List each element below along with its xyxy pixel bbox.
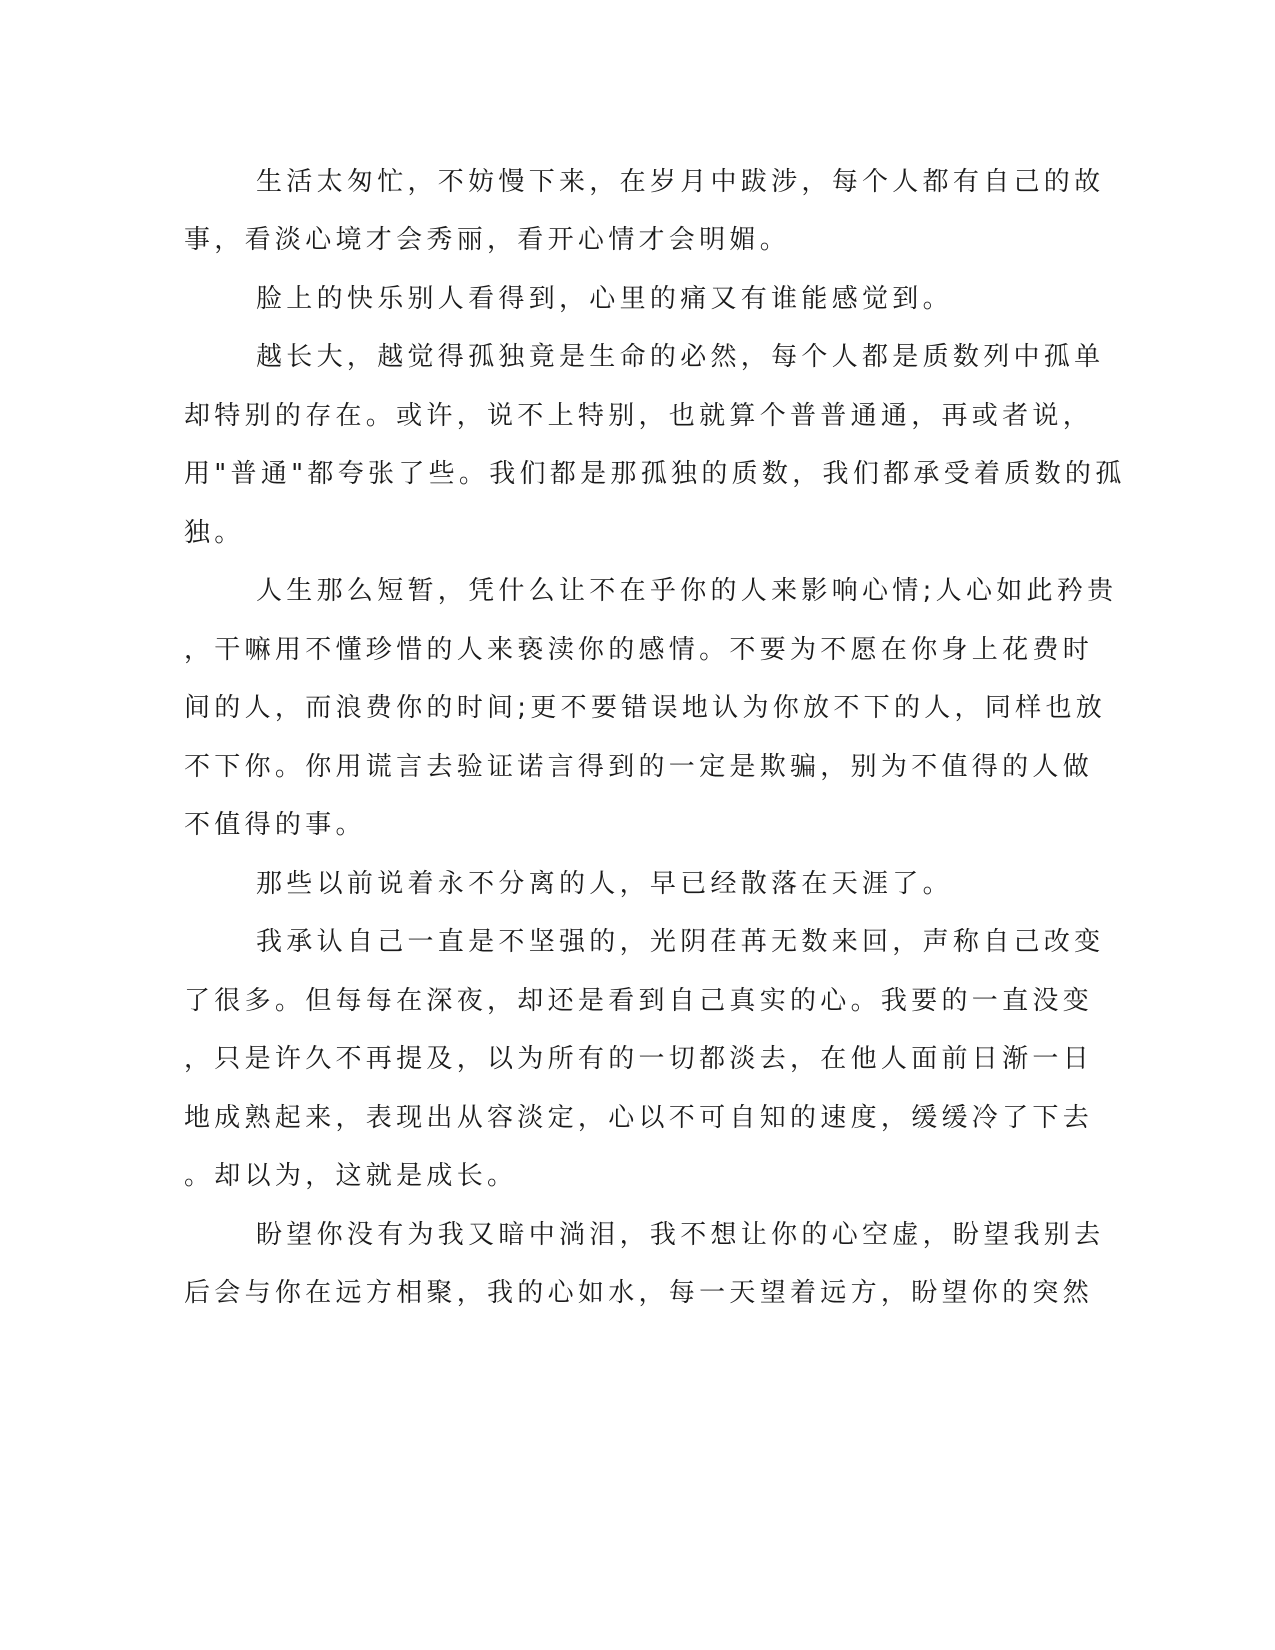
text-line: 我承认自己一直是不坚强的，光阴荏苒无数来回，声称自己改变 xyxy=(256,927,1105,957)
text-line: 间的人，而浪费你的时间;更不要错误地认为你放不下的人，同样也放 xyxy=(184,693,1107,723)
text-line: 事，看淡心境才会秀丽，看开心情才会明媚。 xyxy=(184,225,791,255)
text-line: 脸上的快乐别人看得到，心里的痛又有谁能感觉到。 xyxy=(256,284,953,314)
text-line: 地成熟起来，表现出从容淡定，心以不可自知的速度，缓缓冷了下去 xyxy=(184,1103,1094,1133)
text-line: 人生那么短暂，凭什么让不在乎你的人来影响心情;人心如此矜贵 xyxy=(256,576,1118,606)
text-line: ，干嘛用不懂珍惜的人来亵渎你的感情。不要为不愿在你身上花费时 xyxy=(184,635,1094,665)
text-line: 。却以为，这就是成长。 xyxy=(184,1161,518,1191)
text-line: 却特别的存在。或许，说不上特别，也就算个普普通通，再或者说， xyxy=(184,401,1094,431)
text-line: 用"普通"都夸张了些。我们都是那孤独的质数，我们都承受着质数的孤 xyxy=(184,459,1126,489)
text-line: 盼望你没有为我又暗中淌泪，我不想让你的心空虚，盼望我别去 xyxy=(256,1220,1105,1250)
text-line: 不值得的事。 xyxy=(184,810,366,840)
text-line: ，只是许久不再提及，以为所有的一切都淡去，在他人面前日渐一日 xyxy=(184,1044,1094,1074)
text-line: 独。 xyxy=(184,518,245,548)
text-line: 越长大，越觉得孤独竟是生命的必然，每个人都是质数列中孤单 xyxy=(256,342,1105,372)
text-line: 了很多。但每每在深夜，却还是看到自己真实的心。我要的一直没变 xyxy=(184,986,1094,1016)
text-line: 不下你。你用谎言去验证诺言得到的一定是欺骗，别为不值得的人做 xyxy=(184,752,1094,782)
text-line: 后会与你在远方相聚，我的心如水，每一天望着远方，盼望你的突然 xyxy=(184,1278,1094,1308)
text-line: 那些以前说着永不分离的人，早已经散落在天涯了。 xyxy=(256,869,953,899)
text-line: 生活太匆忙，不妨慢下来，在岁月中跋涉，每个人都有自己的故 xyxy=(256,167,1105,197)
